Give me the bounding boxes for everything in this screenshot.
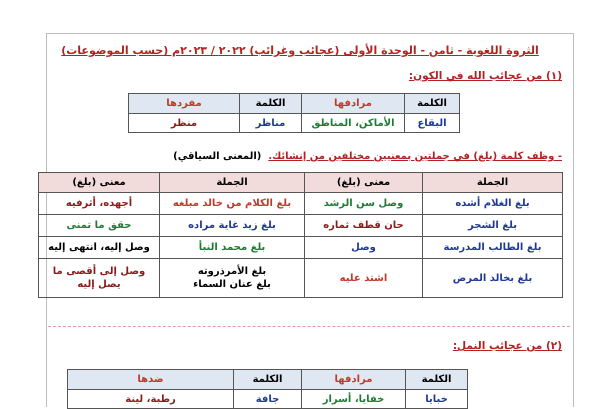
section1-table: [128, 93, 460, 133]
section1-heading: (١) من عجائب الله في الكون:: [408, 70, 562, 82]
cell-sentence: بلغ الغلام أشده: [423, 193, 563, 215]
cell-sentence: بلغ الطالب المدرسة: [423, 237, 563, 259]
cell-meaning: أجهده، أثرفيه: [39, 193, 160, 215]
cell-sentence: بلغ بخالد المرض: [423, 259, 563, 298]
meaning-table: [38, 172, 563, 298]
table-row: [39, 215, 563, 237]
section2-heading: (٢) من عجائب النمل:: [452, 340, 562, 352]
cell-word-2: جافة: [234, 390, 302, 409]
cell-meaning: وصل: [305, 237, 423, 259]
cell-meaning: وصل إليه، انتهى إليه: [39, 237, 160, 259]
header-singular: مفردها: [129, 94, 240, 114]
cell-meaning: اشتد عليه: [305, 259, 423, 298]
cell-meaning: حان قطف ثماره: [305, 215, 423, 237]
sentence-line: بلغ الأمرذروته: [197, 266, 267, 277]
header-sentence: الجملة: [423, 173, 563, 193]
header-word-2: الكلمة: [240, 94, 302, 114]
table-row: [39, 259, 563, 298]
cell-synonym: خفايا، أسرار: [302, 390, 406, 409]
header-synonym: مرادفها: [302, 94, 405, 114]
page-title: الثروة اللغوية - ثامن - الوحدة الأولى (عجائب وغرائب) ٢٠٢٢ / ٢٠٢٣م (حسب الموضوعات): [61, 44, 539, 57]
table-row: [39, 193, 563, 215]
cell-antonym: رطبة، لينة: [68, 390, 234, 409]
cell-word: البقاع: [405, 114, 460, 133]
task-instruction: - وظف كلمة (بلغ) في جملتين بمعنيين مختلفين من إنشائك. (المعنى السياقي): [173, 151, 562, 162]
cell-sentence: بلغ الكلام من خالد مبلغه: [160, 193, 305, 215]
header-meaning: معنى (بلغ): [305, 173, 423, 193]
task-note: (المعنى السياقي): [173, 151, 262, 162]
cell-synonym: الأماكن، المناطق: [302, 114, 405, 133]
cell-meaning: حقق ما تمنى: [39, 215, 160, 237]
dashed-divider: [48, 326, 570, 327]
header-meaning-2: معنى (بلغ): [39, 173, 160, 193]
cell-sentence: بلغ الشجر: [423, 215, 563, 237]
cell-sentence-pair: [160, 259, 305, 298]
cell-word-2: مناظر: [240, 114, 302, 133]
table-row: [39, 237, 563, 259]
cell-singular: منظر: [129, 114, 240, 133]
header-antonym: ضدها: [68, 370, 234, 390]
cell-sentence: بلغ محمد النبأ: [160, 237, 305, 259]
cell-sentence: بلغ زيد غاية مراده: [160, 215, 305, 237]
sentence-line: بلغ عنان السماء: [193, 279, 271, 290]
header-word: الكلمة: [405, 94, 460, 114]
header-synonym: مرادفها: [302, 370, 406, 390]
header-word-2: الكلمة: [234, 370, 302, 390]
header-sentence-2: الجملة: [160, 173, 305, 193]
cell-meaning: وصل سن الرشد: [305, 193, 423, 215]
cell-meaning: وصل إلى أقصى ما يصل إليه: [39, 259, 160, 298]
section2-table: [67, 369, 468, 409]
cell-word: خبايا: [406, 390, 468, 409]
header-word: الكلمة: [406, 370, 468, 390]
